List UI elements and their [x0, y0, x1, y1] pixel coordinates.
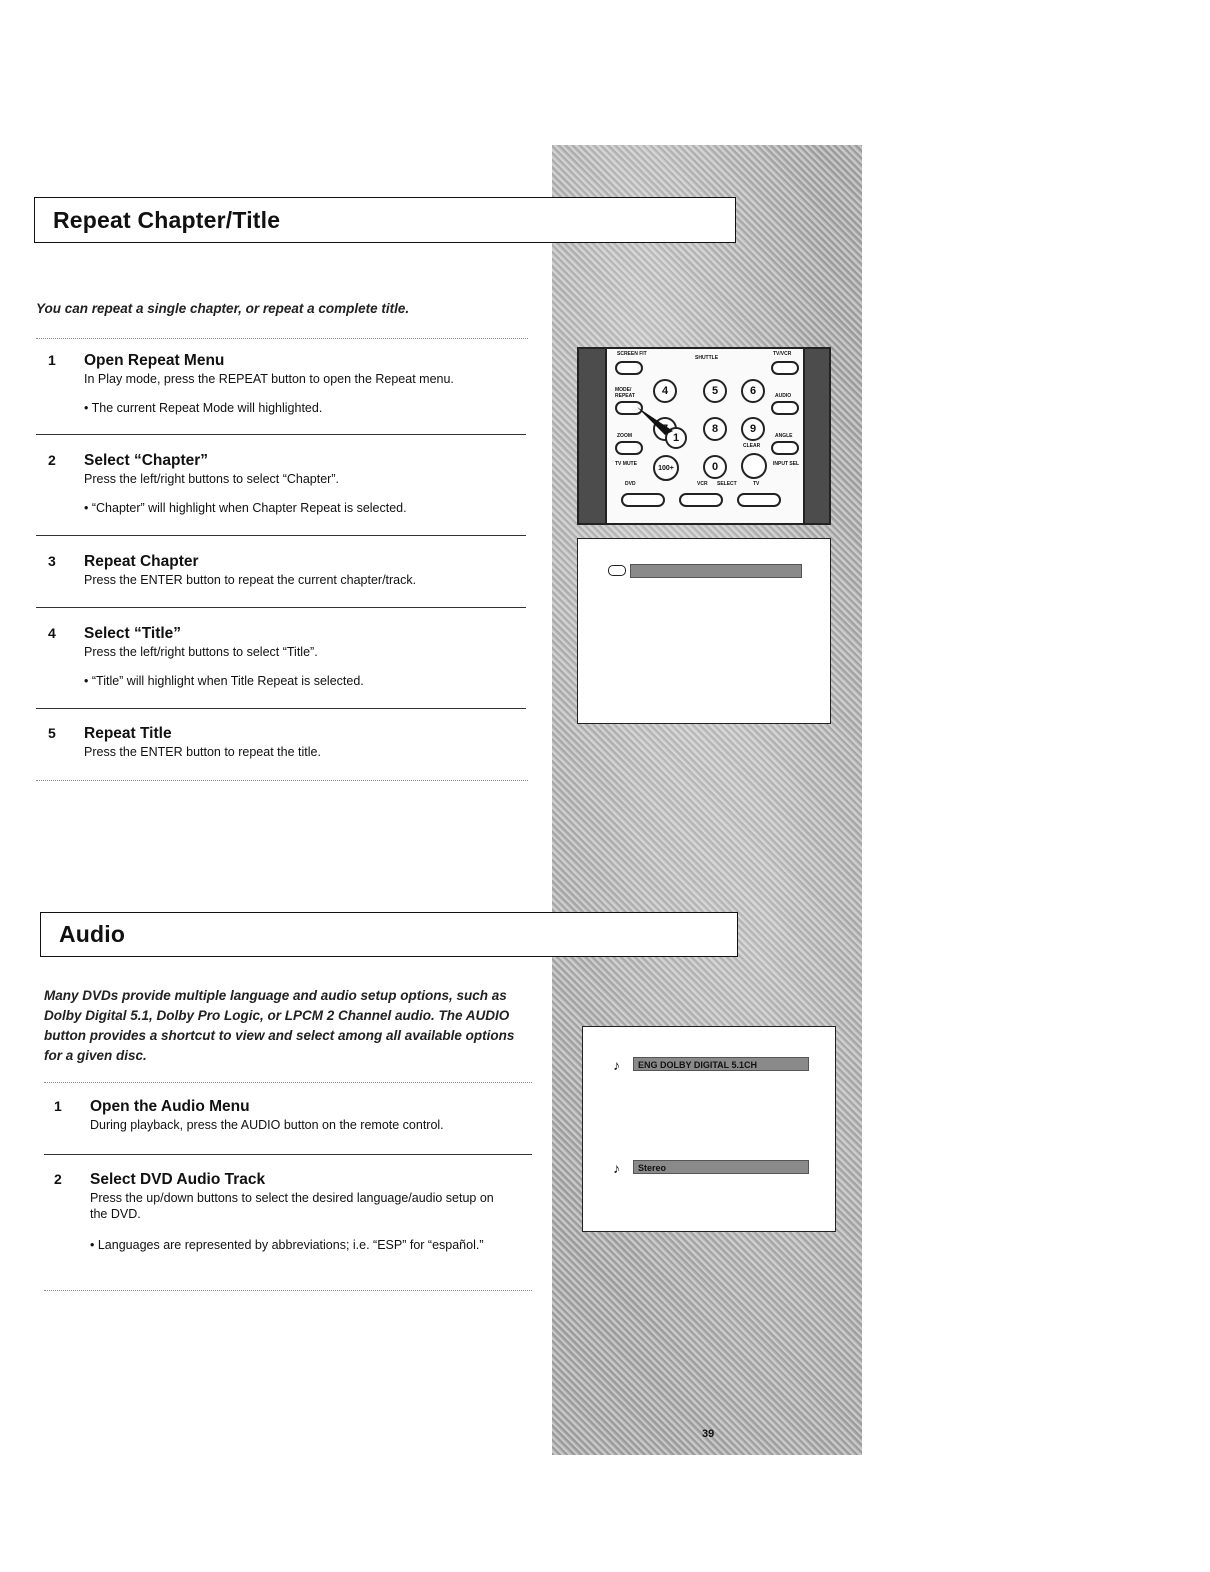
remote-label: SELECT — [717, 481, 737, 487]
audio-intro: Many DVDs provide multiple language and audio setup options, such as Dolby Digital 5.1, Dolby Pro Logic, or LPCM 2 Channel audio. The AUDIO button provides a shortcut to view and select among all available options for a given disc. — [44, 988, 515, 1063]
remote-label: ANGLE — [775, 433, 793, 439]
step-title: Open Repeat Menu — [84, 352, 225, 369]
repeat-section-header — [34, 197, 736, 243]
repeat-step-4 — [48, 625, 528, 695]
audio-icon: ♪ — [613, 1057, 620, 1073]
step-number: 1 — [54, 1098, 62, 1114]
audio-track-bar: ENG DOLBY DIGITAL 5.1CH — [633, 1057, 809, 1071]
remote-label: SCREEN FIT — [617, 351, 647, 357]
audio-step-2 — [54, 1171, 534, 1271]
divider — [36, 607, 526, 608]
step-note: • “Chapter” will highlight when Chapter Repeat is selected. — [84, 501, 407, 515]
repeat-step-5 — [48, 725, 528, 765]
step-note: • Languages are represented by abbreviations; i.e. “ESP” for “español.” — [90, 1238, 484, 1252]
step-number: 5 — [48, 725, 56, 741]
step-number: 2 — [54, 1171, 62, 1187]
remote-label: TV/VCR — [773, 351, 792, 357]
repeat-step-1 — [48, 352, 528, 422]
repeat-intro: You can repeat a single chapter, or repeat a complete title. — [36, 301, 410, 316]
enter-button — [741, 453, 767, 479]
divider — [36, 708, 526, 709]
screen-fit-button — [615, 361, 643, 375]
repeat-step-3 — [48, 553, 528, 593]
remote-label: CLEAR — [743, 443, 761, 449]
step-description: Press the ENTER button to repeat the current chapter/track. — [84, 573, 417, 587]
step-note: • The current Repeat Mode will highlighted. — [84, 401, 323, 415]
step-title: Select “Chapter” — [84, 452, 209, 469]
divider — [44, 1082, 532, 1083]
remote-body — [605, 349, 805, 523]
audio-mode-bar: Stereo — [633, 1160, 809, 1174]
audio-section-header — [40, 912, 738, 957]
step-description: During playback, press the AUDIO button on the remote control. — [90, 1118, 444, 1132]
remote-label: AUDIO — [775, 393, 792, 399]
divider — [44, 1154, 532, 1155]
repeat-section-title: Repeat Chapter/Title — [53, 206, 281, 233]
remote-label: TV — [753, 481, 760, 487]
remote-label: ZOOM — [617, 433, 632, 439]
step-title: Select DVD Audio Track — [90, 1171, 266, 1188]
zoom-button — [615, 441, 643, 455]
key-100-plus: 100+ — [653, 455, 679, 481]
step-description: Press the left/right buttons to select “Title”. — [84, 645, 318, 659]
tv-vcr-button — [771, 361, 799, 375]
audio-section-title: Audio — [59, 921, 126, 947]
divider — [44, 1290, 532, 1291]
step-description: Press the ENTER button to repeat the title. — [84, 745, 321, 759]
divider — [36, 780, 528, 781]
key-0: 0 — [703, 455, 727, 479]
step-number: 2 — [48, 452, 56, 468]
audio-osd-screen — [582, 1026, 836, 1232]
vcr-select-button — [679, 493, 723, 507]
repeat-step-2 — [48, 452, 528, 522]
audio-button — [771, 401, 799, 415]
divider — [36, 338, 528, 339]
remote-label: INPUT SEL — [773, 461, 800, 467]
step-title: Repeat Chapter — [84, 553, 199, 570]
dvd-select-button — [621, 493, 665, 507]
callout-marker: 1 — [665, 427, 687, 449]
repeat-osd-screen — [577, 538, 831, 724]
step-description: In Play mode, press the REPEAT button to open the Repeat menu. — [84, 372, 454, 386]
key-9: 9 — [741, 417, 765, 441]
callout-arrow — [635, 405, 675, 437]
remote-control-illustration — [577, 347, 831, 525]
step-note: • “Title” will highlight when Title Repeat is selected. — [84, 674, 364, 688]
step-number: 4 — [48, 625, 56, 641]
remote-label: SHUTTLE — [695, 355, 719, 361]
repeat-osd-bar — [630, 564, 802, 578]
repeat-icon — [608, 565, 626, 576]
step-number: 1 — [48, 352, 56, 368]
divider — [36, 535, 526, 536]
remote-label: MODE/ REPEAT — [615, 387, 635, 399]
key-5: 5 — [703, 379, 727, 403]
step-description: Press the up/down buttons to select the desired language/audio setup on the DVD. — [90, 1191, 494, 1221]
divider — [36, 434, 526, 435]
tv-select-button — [737, 493, 781, 507]
page-number: 39 — [702, 1428, 715, 1440]
key-6: 6 — [741, 379, 765, 403]
step-title: Repeat Title — [84, 725, 172, 742]
angle-button — [771, 441, 799, 455]
step-number: 3 — [48, 553, 56, 569]
remote-label: DVD — [625, 481, 636, 487]
step-title: Select “Title” — [84, 625, 182, 642]
audio-step-1 — [54, 1098, 534, 1138]
step-title: Open the Audio Menu — [90, 1098, 250, 1115]
audio-icon: ♪ — [613, 1160, 620, 1176]
key-4: 4 — [653, 379, 677, 403]
decorative-texture-stripe — [552, 145, 862, 1455]
step-description: Press the left/right buttons to select “Chapter”. — [84, 472, 339, 486]
remote-label: TV MUTE — [615, 461, 637, 467]
remote-label: VCR — [697, 481, 708, 487]
key-8: 8 — [703, 417, 727, 441]
